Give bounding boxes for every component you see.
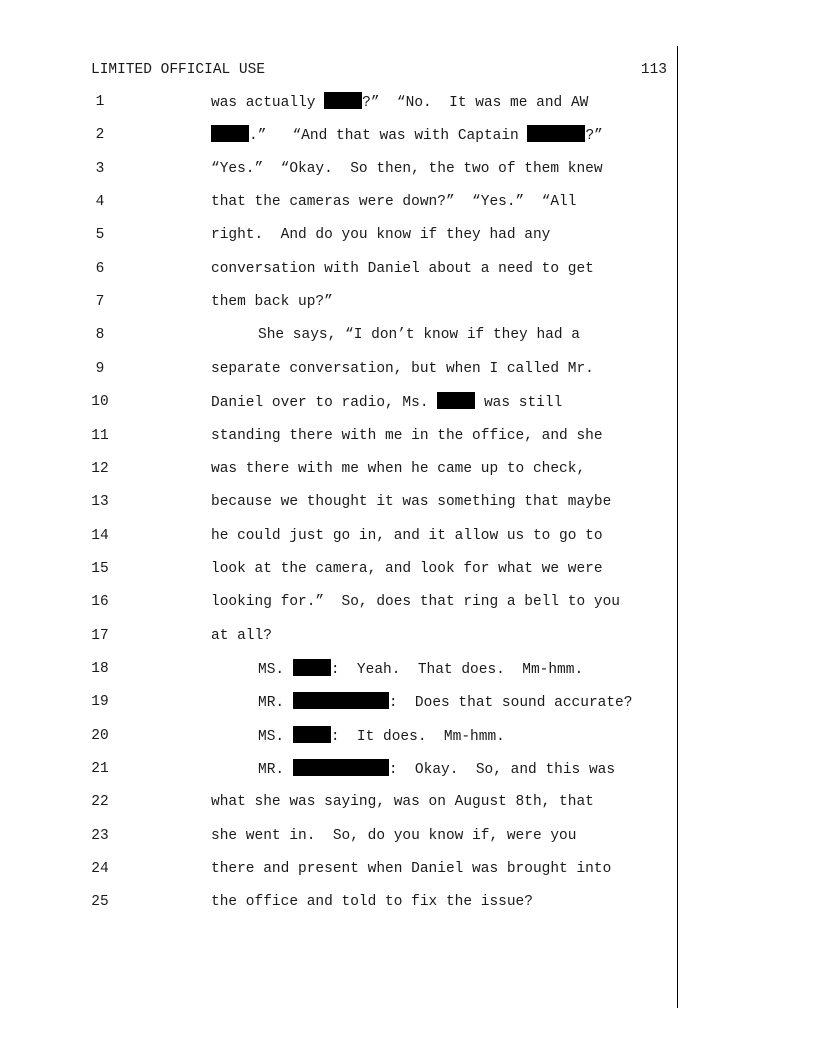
line-text <box>211 626 272 646</box>
line-text-segment: he could just go in, and it allow us to go to <box>211 527 603 544</box>
line-number: 5 <box>95 227 105 244</box>
line-text-segment: was still <box>475 395 563 412</box>
line-text-segment: standing there with me in the office, and she <box>211 427 603 444</box>
line-text <box>211 592 620 612</box>
line-text <box>258 692 632 713</box>
line-text <box>258 726 505 747</box>
line-number: 3 <box>95 160 105 177</box>
transcript-line <box>0 459 816 479</box>
line-text <box>211 559 603 579</box>
line-number: 7 <box>95 294 105 311</box>
line-number: 22 <box>91 794 109 811</box>
transcript-line <box>0 159 816 179</box>
line-text-segment: look at the camera, and look for what we were <box>211 560 603 577</box>
line-text <box>211 92 588 113</box>
line-number: 10 <box>91 394 109 411</box>
line-number: 2 <box>95 127 105 144</box>
line-number: 11 <box>91 427 109 444</box>
transcript-line <box>0 125 816 145</box>
line-text <box>258 759 615 780</box>
line-text-segment: : Okay. So, and this was <box>388 762 616 778</box>
line-text-segment: : Yeah. That does. Mm-hmm. <box>330 661 584 678</box>
line-text-segment: was there with me when he came up to check, <box>211 460 586 477</box>
line-text-segment: that the cameras were down?” “Yes.” “All <box>211 194 577 211</box>
line-text <box>211 526 603 546</box>
line-text-segment: MR. <box>258 695 293 712</box>
line-text-segment: conversation with Daniel about a need to get <box>211 260 594 277</box>
transcript-line <box>0 592 816 612</box>
transcript-line <box>0 859 816 879</box>
line-text-segment: MS. <box>258 728 293 745</box>
transcript-line <box>0 792 816 812</box>
redaction-box <box>293 759 389 776</box>
transcript-line <box>0 192 816 212</box>
transcript-line <box>0 892 816 912</box>
line-number: 23 <box>91 827 109 844</box>
redaction-box <box>211 125 249 142</box>
redaction-box <box>293 726 331 743</box>
line-number: 12 <box>91 460 109 477</box>
line-text-segment: them back up?” <box>211 294 333 311</box>
line-text <box>211 826 576 846</box>
line-number: 21 <box>91 761 109 777</box>
line-number: 25 <box>91 894 109 911</box>
line-number: 17 <box>91 627 109 644</box>
line-text <box>211 459 585 479</box>
line-text <box>211 192 576 212</box>
line-number: 15 <box>91 560 109 577</box>
line-text <box>211 426 603 446</box>
line-text <box>211 292 333 312</box>
page-number: 113 <box>640 62 667 78</box>
transcript-line <box>0 626 816 646</box>
transcript-line <box>0 659 816 679</box>
line-text-segment: “Yes.” “Okay. So then, the two of them knew <box>211 160 603 177</box>
line-number: 1 <box>95 94 105 110</box>
line-text-segment: MR. <box>258 762 293 778</box>
line-text-segment: there and present when Daniel was brought into <box>211 861 612 878</box>
transcript-line <box>0 325 816 345</box>
transcript-line <box>0 726 816 746</box>
line-number: 9 <box>95 360 105 377</box>
transcript-line <box>0 826 816 846</box>
page-header-classification: LIMITED OFFICIAL USE <box>91 62 266 78</box>
line-text-segment: was actually <box>211 95 325 111</box>
line-number: 18 <box>91 660 109 677</box>
line-text <box>211 125 603 146</box>
line-number: 4 <box>95 194 105 211</box>
line-text-segment: at all? <box>211 627 272 644</box>
transcript-line <box>0 92 816 112</box>
redaction-box <box>437 392 475 409</box>
line-text <box>211 792 594 812</box>
line-text <box>211 392 562 413</box>
transcript-line <box>0 759 816 779</box>
line-text-segment: right. And do you know if they had any <box>211 227 551 244</box>
line-number: 16 <box>91 594 109 611</box>
line-text <box>258 659 583 680</box>
transcript-line <box>0 526 816 546</box>
transcript-line <box>0 692 816 712</box>
redaction-box <box>527 125 585 142</box>
transcript-line <box>0 492 816 512</box>
transcript-line <box>0 259 816 279</box>
transcript-line <box>0 392 816 412</box>
line-text <box>211 225 550 245</box>
line-text-segment: She says, “I don’t know if they had a <box>258 327 580 344</box>
line-text-segment: MS. <box>258 661 293 678</box>
transcript-line <box>0 359 816 379</box>
line-text-segment: : Does that sound accurate? <box>388 695 633 712</box>
line-text-segment: Daniel over to radio, Ms. <box>211 395 438 412</box>
line-text-segment: : It does. Mm-hmm. <box>330 728 505 745</box>
line-number: 20 <box>91 727 109 744</box>
line-text-segment: she went in. So, do you know if, were you <box>211 827 577 844</box>
redaction-box <box>293 659 331 676</box>
transcript-line <box>0 225 816 245</box>
line-number: 14 <box>91 527 109 544</box>
line-text-segment: .” “And that was with Captain <box>249 128 528 145</box>
line-number: 24 <box>91 861 109 878</box>
line-number: 13 <box>91 494 109 511</box>
line-text-segment: what she was saying, was on August 8th, that <box>211 794 594 811</box>
line-text <box>211 359 594 379</box>
line-text <box>211 259 594 279</box>
line-number: 19 <box>91 694 109 711</box>
line-text-segment: because we thought it was something that maybe <box>211 494 612 511</box>
transcript-line <box>0 292 816 312</box>
transcript-line <box>0 559 816 579</box>
line-number: 8 <box>95 327 105 344</box>
redaction-box <box>324 92 362 109</box>
transcript-line <box>0 426 816 446</box>
line-text <box>211 159 603 179</box>
line-text-segment: ?” “No. It was me and AW <box>362 95 589 111</box>
line-number: 6 <box>95 260 105 277</box>
line-text-segment: the office and told to fix the issue? <box>211 894 533 911</box>
line-text <box>211 859 611 879</box>
line-text-segment: looking for.” So, does that ring a bell to you <box>211 594 620 611</box>
line-text <box>258 325 580 345</box>
line-text-segment: ?” <box>585 128 603 145</box>
line-text-segment: separate conversation, but when I called Mr. <box>211 360 594 377</box>
redaction-box <box>293 692 389 709</box>
line-text <box>211 892 533 912</box>
line-text <box>211 492 611 512</box>
